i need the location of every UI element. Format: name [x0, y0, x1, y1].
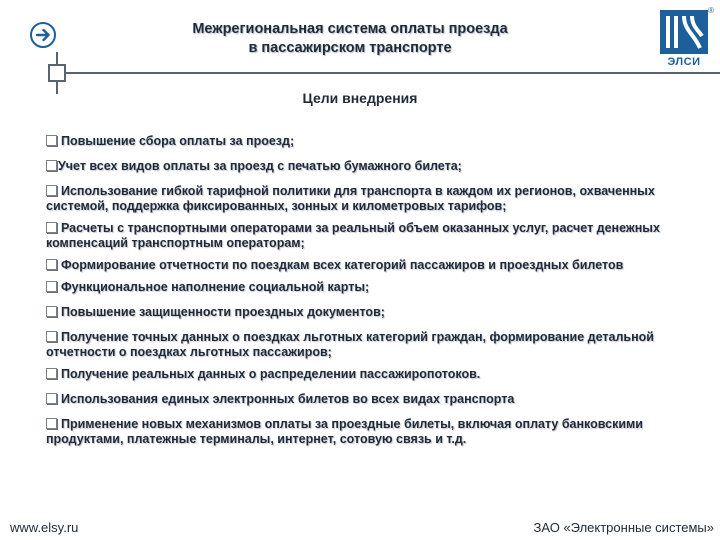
goal-item [46, 184, 686, 214]
checkbox-bullet-icon [46, 393, 57, 404]
goals-list [46, 134, 686, 454]
logo-text: ЭЛСИ [667, 56, 701, 68]
goal-item [46, 159, 686, 174]
decor-vertical-line-bottom [56, 80, 58, 94]
checkbox-bullet-icon [46, 418, 57, 429]
goal-text: Получение точных данных о поездках льготных категорий граждан, формирование детальной отчетности о поездках льготных пассажиров; [46, 330, 654, 359]
goal-text: Использование гибкой тарифной политики для транспорта в каждом их регионов, охваченных системой, поддержка фиксированных, зонных и километровых тарифов; [46, 184, 655, 213]
checkbox-bullet-icon [46, 306, 57, 317]
goal-item [46, 258, 686, 273]
footer-website-link[interactable]: www.elsy.ru [10, 520, 79, 535]
checkbox-bullet-icon [46, 160, 57, 171]
title-line-2: в пассажирском транспорте [248, 40, 452, 56]
checkbox-bullet-icon [46, 331, 57, 342]
section-subtitle: Цели внедрения [302, 90, 418, 106]
checkbox-bullet-icon [46, 368, 57, 379]
goal-item [46, 417, 686, 447]
checkbox-bullet-icon [46, 185, 57, 196]
goal-item [46, 280, 686, 295]
goal-text: Учет всех видов оплаты за проезд с печатью бумажного билета; [58, 159, 462, 173]
title-line-1: Межрегиональная система оплаты проезда [192, 21, 508, 37]
footer-company-name: ЗАО «Электронные системы» [533, 520, 714, 535]
goal-text: Повышение защищенности проездных документов; [61, 305, 385, 319]
registered-mark: ® [708, 6, 714, 15]
goal-text: Функциональное наполнение социальной карты; [61, 280, 370, 294]
goal-text: Применение новых механизмов оплаты за проездные билеты, включая оплату банковскими продуктами, платежные терминалы, интернет, сотовую связь и т.д. [46, 417, 643, 446]
elsi-logo [660, 6, 714, 68]
goal-text: Получение реальных данных о распределении пассажиропотоков. [61, 367, 481, 381]
next-arrow-icon[interactable] [30, 22, 56, 48]
goal-item [46, 221, 686, 251]
goal-item [46, 392, 686, 407]
goal-item [46, 134, 686, 149]
goal-text: Формирование отчетности по поездкам всех категорий пассажиров и проездных билетов [61, 258, 624, 272]
goal-text: Расчеты с транспортными операторами за реальный объем оказанных услуг, расчет денежных компенсаций транспортным операторам; [46, 221, 660, 250]
checkbox-bullet-icon [46, 135, 57, 146]
page-title [110, 20, 590, 58]
elsi-logo-mark-icon [660, 10, 708, 54]
goal-item [46, 367, 686, 382]
goal-text: Повышение сбора оплаты за проезд; [61, 134, 295, 148]
goal-text: Использования единых электронных билетов во всех видах транспорта [61, 392, 515, 406]
checkbox-bullet-icon [46, 281, 57, 292]
goal-item [46, 330, 686, 360]
checkbox-bullet-icon [46, 259, 57, 270]
goal-item [46, 305, 686, 320]
checkbox-bullet-icon [46, 222, 57, 233]
header-divider [66, 72, 720, 74]
